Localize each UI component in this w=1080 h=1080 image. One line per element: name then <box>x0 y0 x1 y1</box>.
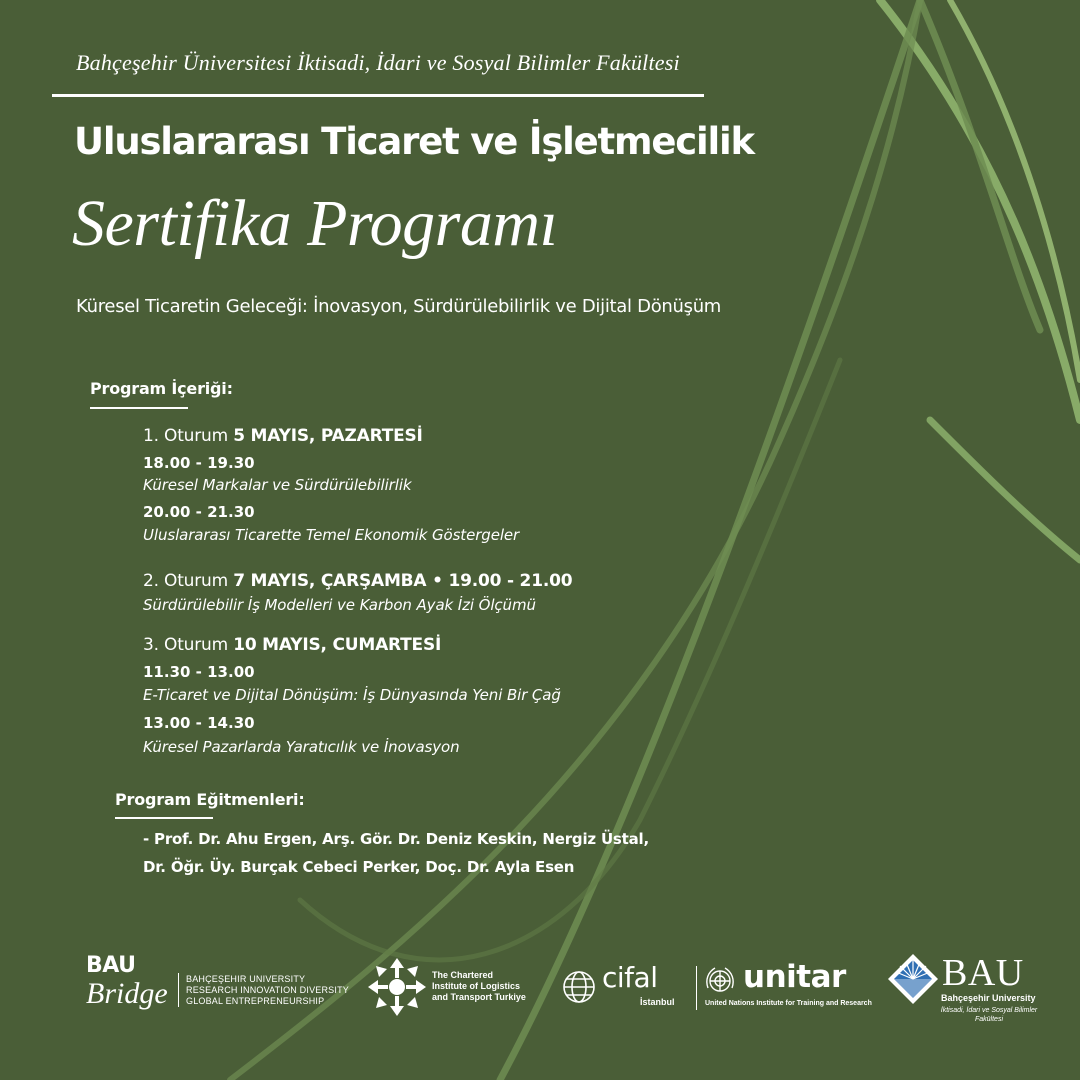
header-divider <box>52 94 704 97</box>
session-3-header <box>143 635 441 655</box>
cifal-word: cifal <box>602 961 658 994</box>
arc-far-right <box>930 420 1080 560</box>
trainers-heading-underline <box>115 817 213 819</box>
bau-bridge-logo <box>86 953 356 1019</box>
bau-bridge-tagline-2: RESEARCH INNOVATION DIVERSITY <box>186 985 349 995</box>
logos-separator <box>696 966 697 1010</box>
un-emblem-icon <box>703 964 737 998</box>
subtitle: Küresel Ticaretin Geleceği: İnovasyon, Sürdürülebilirlik ve Dijital Dönüşüm <box>76 296 722 317</box>
session-2-date: 7 MAYIS, ÇARŞAMBA • 19.00 - 21.00 <box>233 571 573 591</box>
session-2-slot-1-topic: Sürdürülebilir İş Modelleri ve Karbon Ayak İzi Ölçümü <box>143 596 536 614</box>
session-3-label: 3. Oturum <box>143 635 234 655</box>
cilt-logo <box>366 956 546 1020</box>
bau-word: BAU <box>942 952 1024 994</box>
globe-icon <box>560 968 598 1006</box>
unitar-sub: United Nations Institute for Training and Research <box>705 1000 872 1007</box>
bau-bridge-separator <box>178 973 179 1007</box>
session-2-header <box>143 571 572 591</box>
session-1-slot-1-topic: Küresel Markalar ve Sürdürülebilirlik <box>143 476 412 494</box>
session-1-slot-2-time: 20.00 - 21.30 <box>143 503 255 521</box>
cilt-emblem-icon <box>366 956 428 1018</box>
trainers-heading: Program Eğitmenleri: <box>115 790 305 809</box>
bau-diamond-icon <box>886 952 940 1006</box>
session-3-slot-2-time: 13.00 - 14.30 <box>143 714 255 732</box>
cifal-logo <box>560 962 690 1012</box>
session-3-slot-2-topic: Küresel Pazarlarda Yaratıcılık ve İnovasyon <box>143 738 460 756</box>
bau-sub2: İktisadi, İdari ve Sosyal Bilimler Fakültesi <box>940 1007 1038 1023</box>
cilt-text-3: and Transport Turkiye <box>432 992 526 1002</box>
session-3-date: 10 MAYIS, CUMARTESİ <box>233 635 442 655</box>
bau-bridge-word: BAU <box>86 953 136 978</box>
session-2-label: 2. Oturum <box>143 571 234 591</box>
bau-logo <box>886 950 1046 1030</box>
program-heading-underline <box>90 407 188 409</box>
program-heading: Program İçeriği: <box>90 379 233 398</box>
bau-sub: Bahçeşehir University <box>941 993 1036 1003</box>
bau-bridge-script: Bridge <box>86 977 168 1010</box>
title-line-2: Sertifika Programı <box>72 187 558 260</box>
unitar-word: unitar <box>743 959 846 995</box>
arc-outer-light <box>880 0 1080 420</box>
trainers-line-1: - Prof. Dr. Ahu Ergen, Arş. Gör. Dr. Deniz Keskin, Nergiz Üstal, <box>143 830 649 848</box>
title-line-1: Uluslararası Ticaret ve İşletmecilik <box>74 120 754 163</box>
session-1-slot-2-topic: Uluslararası Ticarette Temel Ekonomik Göstergeler <box>143 526 520 544</box>
cilt-text-1: The Chartered <box>432 970 494 980</box>
arc-inner-light <box>950 0 1080 380</box>
unitar-logo <box>703 959 873 1012</box>
bau-bridge-tagline-3: GLOBAL ENTREPRENEURSHIP <box>186 996 325 1006</box>
session-1-header <box>143 426 423 446</box>
session-1-label: 1. Oturum <box>143 426 234 446</box>
trainers-line-2: Dr. Öğr. Üy. Burçak Cebeci Perker, Doç. Dr. Ayla Esen <box>143 858 575 876</box>
session-1-date: 5 MAYIS, PAZARTESİ <box>233 426 423 446</box>
cifal-sub: İstanbul <box>640 997 675 1007</box>
faculty-name: Bahçeşehir Üniversitesi İktisadi, İdari ve Sosyal Bilimler Fakültesi <box>76 50 680 75</box>
session-3-slot-1-topic: E-Ticaret ve Dijital Dönüşüm: İş Dünyasında Yeni Bir Çağ <box>143 686 561 704</box>
session-3-slot-1-time: 11.30 - 13.00 <box>143 663 255 681</box>
bau-bridge-tagline-1: BAHÇEŞEHIR UNIVERSITY <box>186 974 306 984</box>
session-1-slot-1-time: 18.00 - 19.30 <box>143 454 255 472</box>
cilt-text-2: Institute of Logistics <box>432 981 521 991</box>
arc-right-fall <box>920 0 1040 330</box>
